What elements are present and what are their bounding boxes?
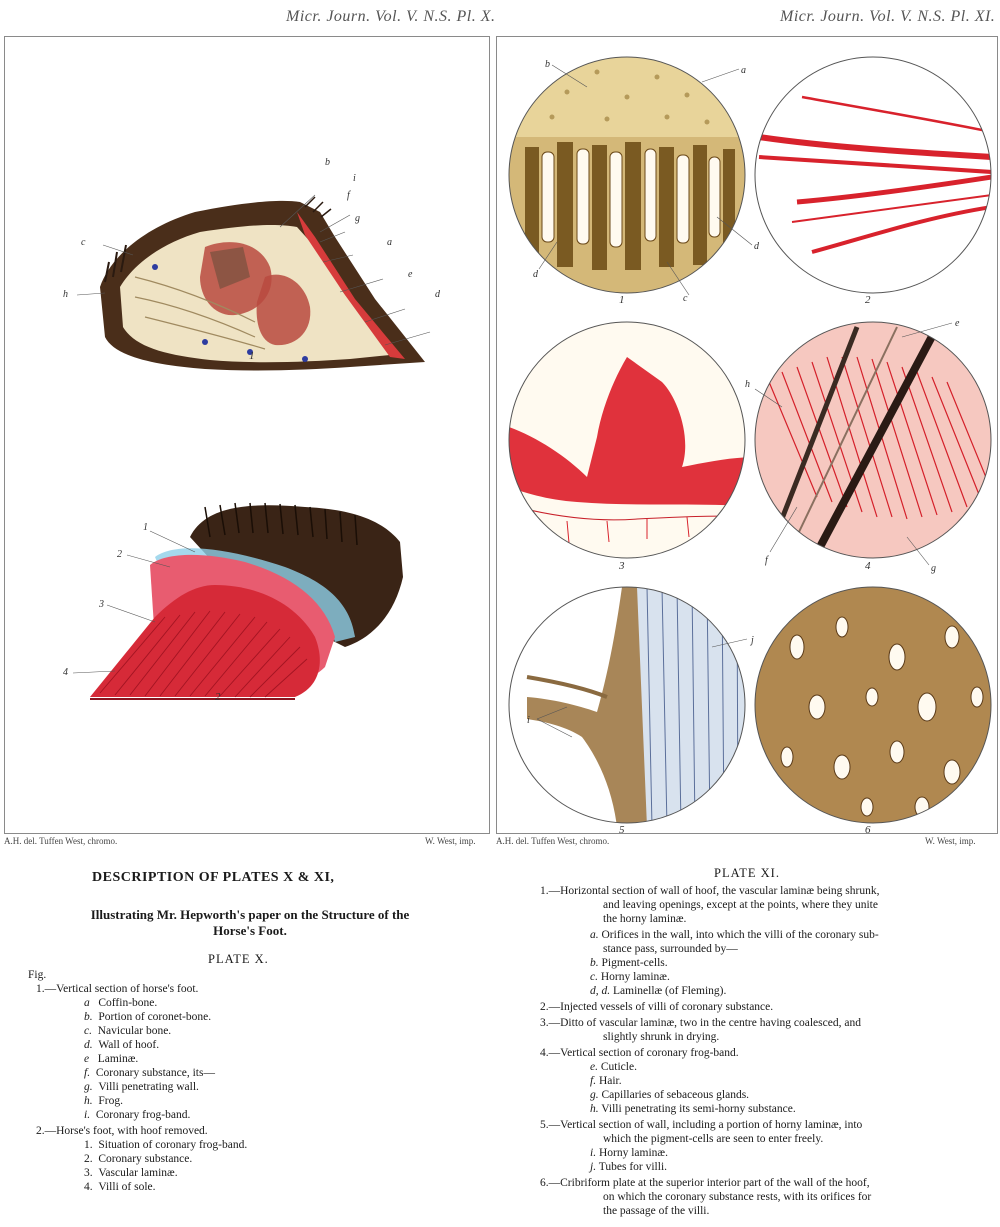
xi-item-6-cont: on which the coronary substance rests, with its orifices for: [603, 1191, 872, 1203]
x-item-1-sub: e Laminæ.: [84, 1053, 139, 1065]
xi-fig1-number: 1: [619, 294, 625, 306]
xi-fig1-label-a: a: [741, 65, 746, 76]
fig1-number: 1: [249, 350, 255, 362]
plate-x-panel: [4, 36, 490, 834]
xi-fig5-circle: [497, 582, 757, 833]
fig1-label-i: i: [353, 173, 356, 184]
plate-xi-title: PLATE XI.: [714, 866, 780, 880]
x-item-2: 2.—Horse's foot, with hoof removed.: [36, 1125, 208, 1137]
x-item-1-sub: d. Wall of hoof.: [84, 1039, 160, 1051]
xi-fig6-number: 6: [865, 824, 871, 833]
xi-fig5-label-i: i: [527, 715, 530, 726]
plate-x-header: Micr. Journ. Vol. V. N.S. Pl. X.: [286, 8, 496, 25]
description-subtitle-1: Illustrating Mr. Hepworth's paper on the Structure of the: [90, 907, 410, 922]
xi-item-4-sub: g. Capillaries of sebaceous glands.: [590, 1089, 750, 1101]
xi-item-4: 4.—Vertical section of coronary frog-band.: [540, 1047, 739, 1059]
plate-xi-credit-right: W. West, imp.: [925, 836, 976, 846]
fig2-label-3: 3: [99, 599, 104, 610]
xi-item-5-sub: i. Horny laminæ.: [590, 1147, 668, 1159]
x-item-1-sub: h. Frog.: [84, 1095, 123, 1107]
xi-item-5-cont: which the pigment-cells are seen to enter freely.: [603, 1133, 824, 1145]
fig1-label-g: g: [355, 213, 360, 224]
x-item-1-sub: a Coffin-bone.: [84, 997, 158, 1009]
xi-item-1-sub: stance pass, surrounded by—: [603, 943, 738, 955]
xi-item-1-sub: b. Pigment-cells.: [590, 957, 668, 969]
x-item-1: 1.—Vertical section of horse's foot.: [36, 983, 199, 995]
xi-item-1-sub: d, d. Laminellæ (of Fleming).: [590, 985, 727, 997]
plate-x-credit-right: W. West, imp.: [425, 836, 476, 846]
xi-item-5-sub: j. Tubes for villi.: [590, 1161, 668, 1173]
description-title: DESCRIPTION OF PLATES X & XI,: [92, 870, 335, 885]
xi-item-1: 1.—Horizontal section of wall of hoof, the vascular laminæ being shrunk,: [540, 885, 880, 897]
x-item-2-sub: 4. Villi of sole.: [84, 1181, 156, 1193]
x-item-1-sub: b. Portion of coronet-bone.: [84, 1011, 212, 1023]
xi-item-6: 6.—Cribriform plate at the superior interior part of the wall of the hoof,: [540, 1177, 870, 1189]
xi-fig4-label-f: f: [765, 555, 768, 566]
xi-item-2: 2.—Injected vessels of villi of coronary substance.: [540, 1001, 774, 1013]
plate-xi-panel: [496, 36, 998, 834]
x-item-2-sub: 3. Vascular laminæ.: [84, 1167, 178, 1179]
plate-x-illustrations: [5, 37, 489, 833]
xi-item-1-sub: a. Orifices in the wall, into which the villi of the coronary sub-: [590, 929, 879, 941]
x-item-1-sub: f. Coronary substance, its—: [84, 1067, 215, 1079]
fig2-label-2: 2: [117, 549, 122, 560]
fig1-label-b: b: [325, 157, 330, 168]
fig-column-label: Fig.: [28, 969, 47, 981]
description-subtitle-2: Horse's Foot.: [213, 923, 287, 938]
fig2-label-1: 1: [143, 522, 148, 533]
plate-x-credit-left: A.H. del. Tuffen West, chromo.: [4, 836, 118, 846]
xi-item-1-cont: and leaving openings, except at the points, where they unite: [603, 899, 878, 911]
xi-fig1-label-c: c: [683, 293, 688, 304]
xi-item-4-sub: f. Hair.: [590, 1075, 622, 1087]
xi-fig1-label-d-left: d: [533, 269, 538, 280]
xi-item-3: 3.—Ditto of vascular laminæ, two in the centre having coalesced, and: [540, 1017, 861, 1029]
xi-fig1-circle: [497, 37, 760, 306]
fig2-foot-without-hoof: [63, 503, 403, 703]
xi-fig6-circle: [755, 587, 995, 833]
fig1-label-a: a: [387, 237, 392, 248]
xi-item-4-sub: e. Cuticle.: [590, 1061, 637, 1073]
xi-item-6-cont: the passage of the villi.: [603, 1205, 710, 1217]
xi-fig3-circle: [497, 317, 757, 572]
x-item-2-sub: 2. Coronary substance.: [84, 1153, 193, 1165]
xi-item-4-sub: h. Villi penetrating its semi-horny substance.: [590, 1103, 796, 1115]
xi-fig4-label-e: e: [955, 318, 960, 329]
fig1-label-e: e: [408, 269, 413, 280]
fig1-label-c: c: [81, 237, 86, 248]
xi-fig4-label-h: h: [745, 379, 750, 390]
x-item-1-sub: i. Coronary frog-band.: [84, 1109, 191, 1121]
xi-fig4-number: 4: [865, 560, 871, 572]
fig1-label-d: d: [435, 289, 440, 300]
fig1-label-f: f: [347, 190, 350, 201]
xi-fig5-number: 5: [619, 824, 625, 833]
xi-fig5-label-j: j: [751, 635, 754, 646]
xi-item-1-cont: the horny laminæ.: [603, 913, 687, 925]
xi-item-5: 5.—Vertical section of wall, including a portion of horny laminæ, into: [540, 1119, 863, 1131]
x-item-1-sub: g. Villi penetrating wall.: [84, 1081, 199, 1093]
x-item-1-sub: c. Navicular bone.: [84, 1025, 172, 1037]
xi-fig3-number: 3: [619, 560, 625, 572]
xi-fig4-circle: [745, 318, 995, 574]
xi-fig4-label-g: g: [931, 563, 936, 574]
x-item-2-sub: 1. Situation of coronary frog-band.: [84, 1139, 248, 1151]
xi-item-3-cont: slightly shrunk in drying.: [603, 1031, 720, 1043]
xi-fig2-circle: [755, 57, 995, 306]
xi-fig1-label-b: b: [545, 59, 550, 70]
fig1-label-h: h: [63, 289, 68, 300]
plate-x-title: PLATE X.: [208, 952, 269, 966]
xi-fig1-label-d-right: d: [754, 241, 759, 252]
xi-item-1-sub: c. Horny laminæ.: [590, 971, 670, 983]
plate-xi-illustrations: [497, 37, 997, 833]
fig2-label-4: 4: [63, 667, 68, 678]
xi-fig2-number: 2: [865, 294, 871, 306]
fig1-hoof-section: [63, 157, 441, 370]
plate-xi-credit-left: A.H. del. Tuffen West, chromo.: [496, 836, 610, 846]
fig2-number: 2: [215, 691, 221, 703]
plate-xi-header: Micr. Journ. Vol. V. N.S. Pl. XI.: [780, 8, 996, 25]
